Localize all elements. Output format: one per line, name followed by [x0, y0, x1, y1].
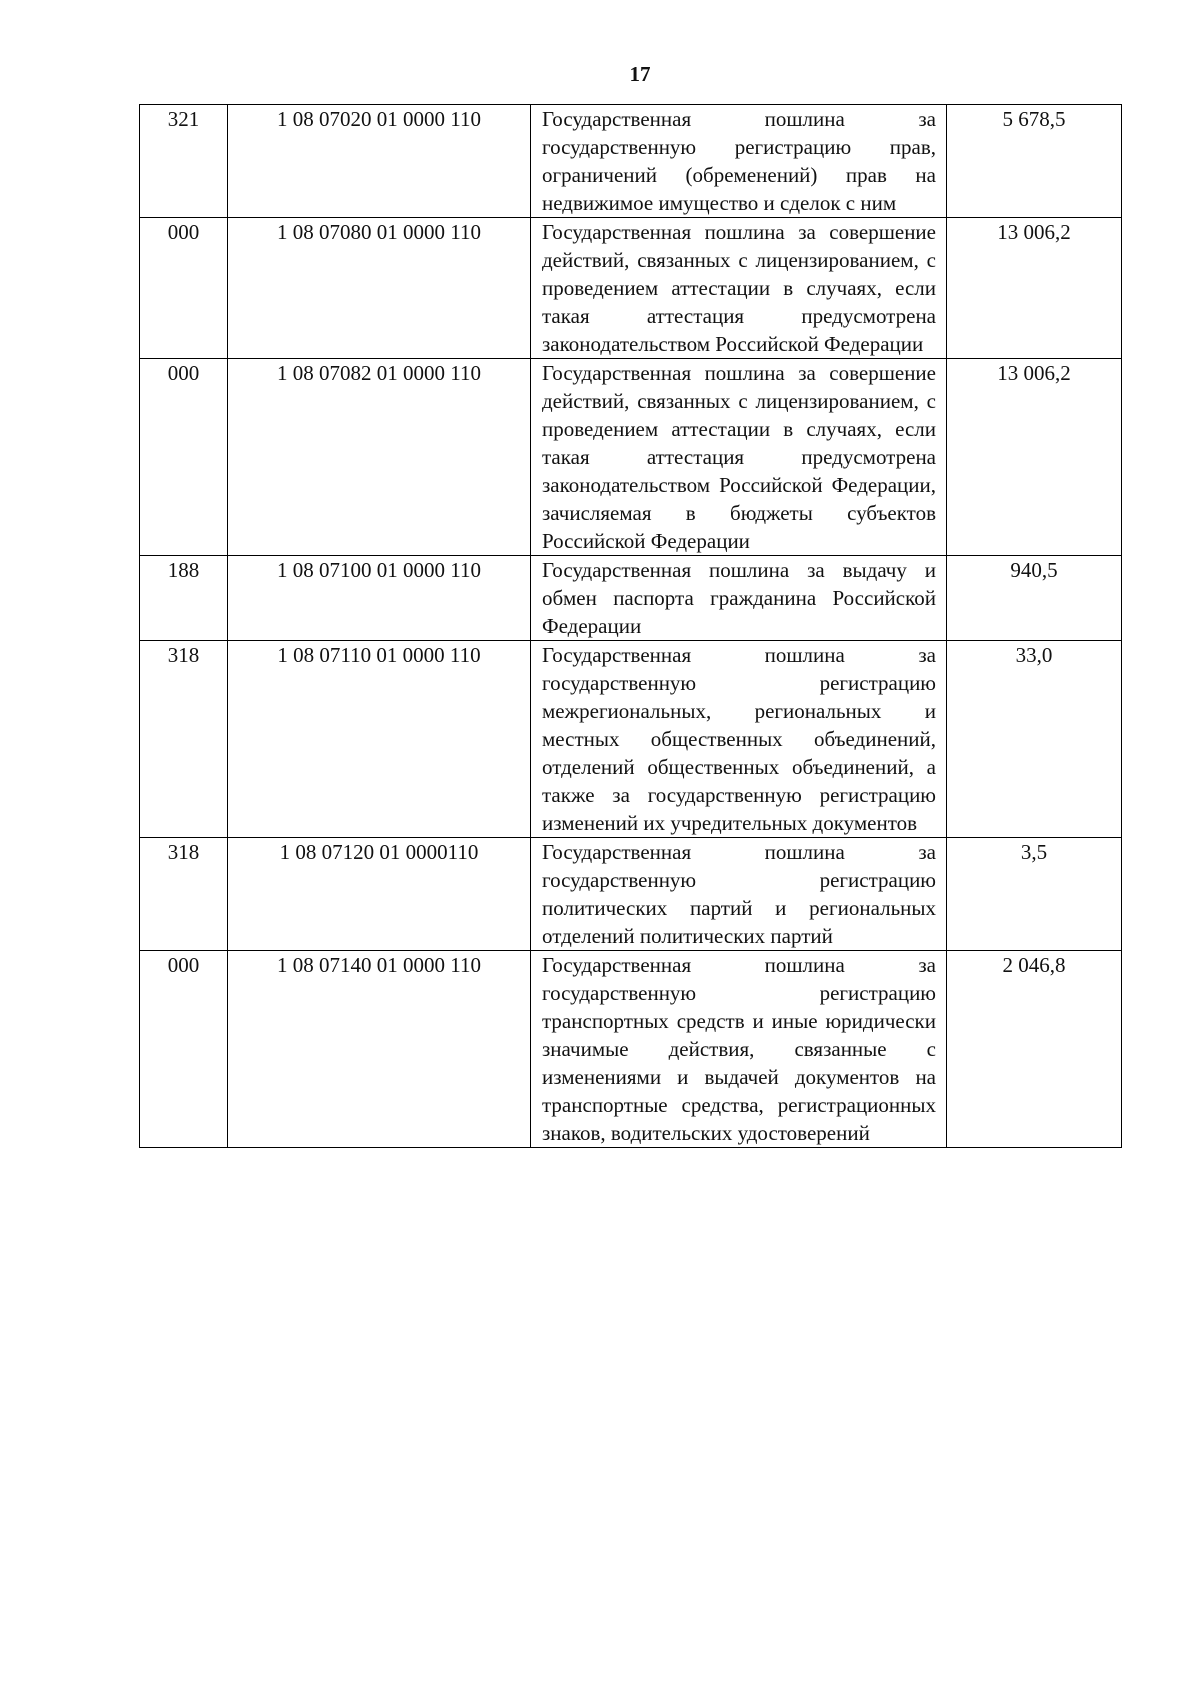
admin-code-cell: 000: [140, 951, 228, 1148]
amount-cell: 13 006,2: [947, 218, 1122, 359]
table-row: [140, 218, 1122, 359]
table-row: [140, 105, 1122, 218]
table-row: [140, 838, 1122, 951]
amount-cell: 3,5: [947, 838, 1122, 951]
revenue-name-cell: [531, 641, 947, 838]
revenue-name-cell: [531, 218, 947, 359]
admin-code-cell: 318: [140, 838, 228, 951]
revenue-name-text: Государственная пошлина за совершение действий, связанных с лицензированием, с проведением аттестации в случаях, если такая аттестация предусмотрена законодательством Российской Федерации, зачисляемая в бюджеты субъектов Российской Федерации: [542, 361, 936, 553]
amount-cell: 940,5: [947, 556, 1122, 641]
amount-cell: 2 046,8: [947, 951, 1122, 1148]
budget-classification-code-cell: 1 08 07020 01 0000 110: [228, 105, 531, 218]
revenue-name-cell: [531, 838, 947, 951]
admin-code-cell: 000: [140, 218, 228, 359]
revenue-name-text: Государственная пошлина за государственную регистрацию политических партий и региональных отделений политических партий: [542, 840, 936, 948]
budget-classification-code-cell: 1 08 07120 01 0000110: [228, 838, 531, 951]
table-row: [140, 359, 1122, 556]
budget-classification-code-cell: 1 08 07082 01 0000 110: [228, 359, 531, 556]
revenue-name-text: Государственная пошлина за совершение действий, связанных с лицензированием, с проведением аттестации в случаях, если такая аттестация предусмотрена законодательством Российской Федерации: [542, 220, 936, 356]
revenue-name-text: Государственная пошлина за государственную регистрацию межрегиональных, региональных и местных общественных объединений, отделений общественных объединений, а также за государственную регистрацию изменений их учредительных документов: [542, 643, 936, 835]
table-body: [140, 105, 1122, 1148]
amount-cell: 5 678,5: [947, 105, 1122, 218]
admin-code-cell: 318: [140, 641, 228, 838]
budget-classification-code-cell: 1 08 07100 01 0000 110: [228, 556, 531, 641]
page-number: 17: [629, 62, 651, 86]
budget-classification-code-cell: 1 08 07080 01 0000 110: [228, 218, 531, 359]
amount-cell: 33,0: [947, 641, 1122, 838]
admin-code-cell: 000: [140, 359, 228, 556]
revenue-name-cell: [531, 951, 947, 1148]
revenue-name-text: Государственная пошлина за государственную регистрацию прав, ограничений (обременений) прав на недвижимое имущество и сделок с ним: [542, 107, 936, 215]
revenue-name-text: Государственная пошлина за выдачу и обмен паспорта гражданина Российской Федерации: [542, 558, 936, 638]
admin-code-cell: 188: [140, 556, 228, 641]
table-row: [140, 951, 1122, 1148]
revenue-name-cell: [531, 359, 947, 556]
revenue-name-text: Государственная пошлина за государственную регистрацию транспортных средств и иные юридически значимые действия, связанные с изменениями и выдачей документов на транспортные средства, регистрационных знаков, водительских удостоверений: [542, 953, 936, 1145]
table-row: [140, 556, 1122, 641]
revenue-name-cell: [531, 105, 947, 218]
admin-code-cell: 321: [140, 105, 228, 218]
budget-classification-code-cell: 1 08 07110 01 0000 110: [228, 641, 531, 838]
budget-revenue-table: [139, 104, 1122, 1148]
revenue-name-cell: [531, 556, 947, 641]
table-row: [140, 641, 1122, 838]
budget-classification-code-cell: 1 08 07140 01 0000 110: [228, 951, 531, 1148]
amount-cell: 13 006,2: [947, 359, 1122, 556]
